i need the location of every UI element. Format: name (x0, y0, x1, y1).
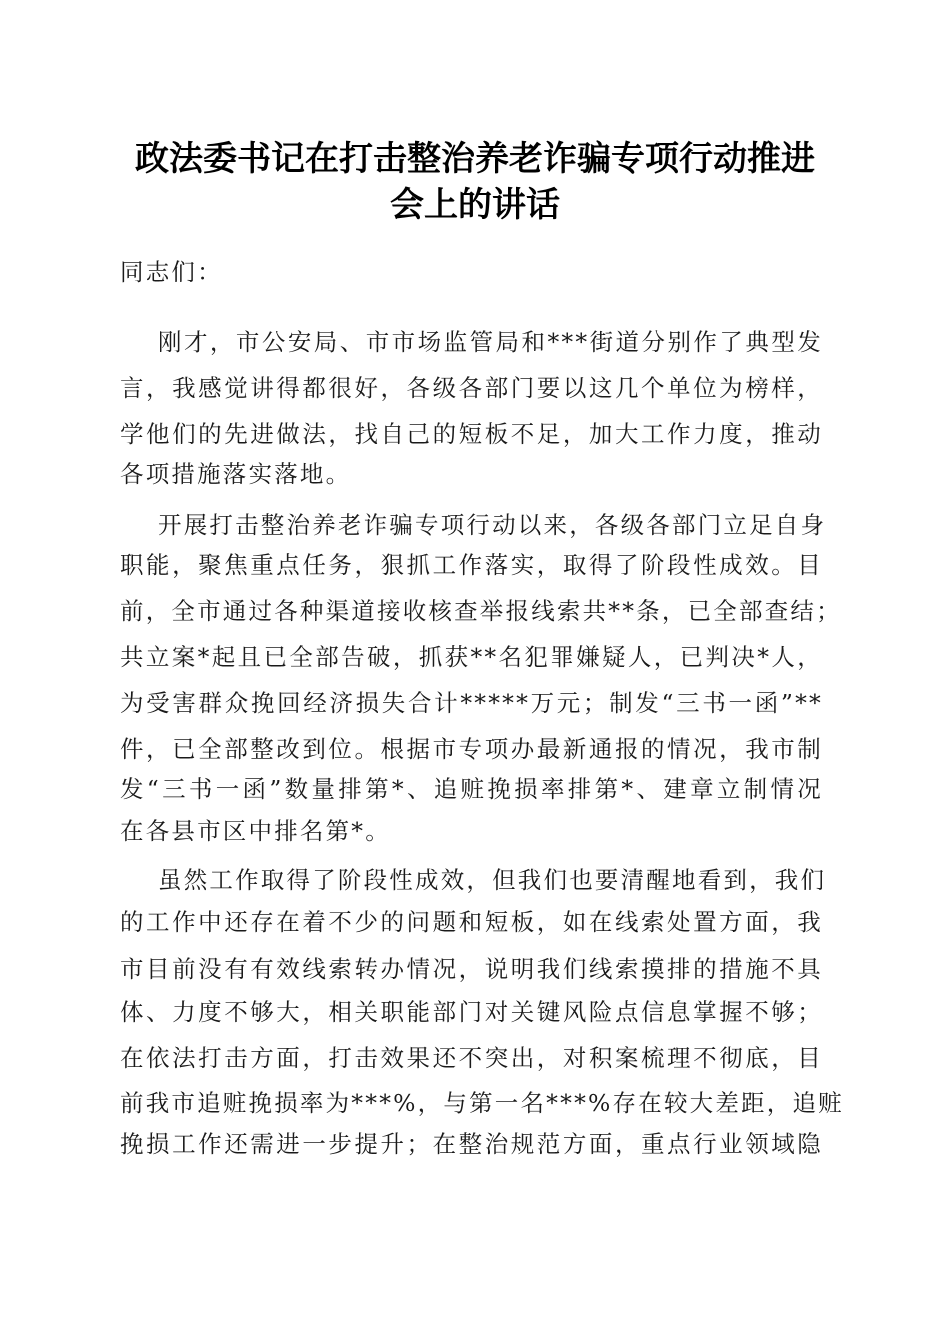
paragraph-3-line-2: 的工作中还存在着不少的问题和短板，如在线索处置方面，我 (120, 908, 823, 936)
document-title-line-2: 会上的讲话 (390, 185, 560, 225)
paragraph-3-line-5: 在依法打击方面，打击效果还不突出，对积案梳理不彻底，目 (120, 1044, 823, 1072)
paragraph-3-line-7: 挽损工作还需进一步提升；在整治规范方面，重点行业领域隐 (120, 1130, 823, 1158)
paragraph-3-line-3: 市目前没有有效线索转办情况，说明我们线索摸排的措施不具 (120, 955, 823, 983)
paragraph-2-line-3: 前，全市通过各种渠道接收核查举报线索共**条，已全部查结； (120, 597, 842, 625)
paragraph-2-line-6: 件，已全部整改到位。根据市专项办最新通报的情况，我市制 (120, 735, 823, 763)
paragraph-2-line-1: 开展打击整治养老诈骗专项行动以来，各级各部门立足自身 (158, 511, 827, 539)
salutation: 同志们： (120, 258, 223, 286)
paragraph-1-line-1: 刚才，市公安局、市市场监管局和***街道分别作了典型发 (158, 328, 823, 356)
paragraph-2-line-8: 在各县市区中排名第*。 (120, 817, 391, 845)
paragraph-1-line-4: 各项措施落实落地。 (120, 460, 352, 488)
paragraph-2-line-4: 共立案*起且已全部告破，抓获**名犯罪嫌疑人，已判决*人， (120, 643, 823, 671)
paragraph-1-line-2: 言，我感觉讲得都很好，各级各部门要以这几个单位为榜样， (120, 374, 823, 402)
paragraph-3-line-6: 前我市追赃挽损率为***%，与第一名***%存在较大差距，追赃 (120, 1089, 844, 1117)
paragraph-2-line-5: 为受害群众挽回经济损失合计*****万元；制发“三书一函”** (120, 689, 823, 717)
paragraph-1-line-3: 学他们的先进做法，找自己的短板不足，加大工作力度，推动 (120, 420, 823, 448)
document-title-line-1: 政法委书记在打击整治养老诈骗专项行动推进 (135, 139, 815, 179)
paragraph-2-line-2: 职能，聚焦重点任务，狠抓工作落实，取得了阶段性成效。目 (120, 551, 823, 579)
paragraph-3-line-4: 体、力度不够大，相关职能部门对关键风险点信息掌握不够； (120, 998, 823, 1026)
paragraph-2-line-7: 发“三书一函”数量排第*、追赃挽损率排第*、建章立制情况 (120, 775, 823, 803)
paragraph-3-line-1: 虽然工作取得了阶段性成效，但我们也要清醒地看到，我们 (158, 866, 827, 894)
